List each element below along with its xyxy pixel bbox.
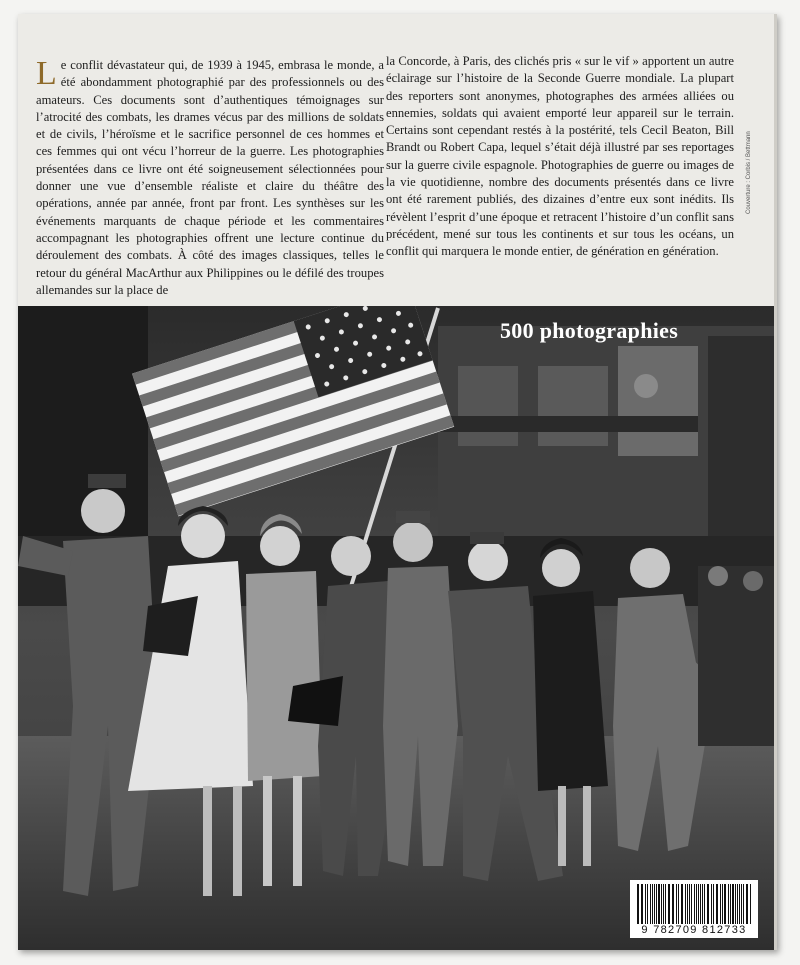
photo-credit: Couverture : Corbis / Bettmann xyxy=(746,131,752,214)
blurb-column-left xyxy=(36,57,384,299)
cover-photograph xyxy=(18,306,774,950)
blurb-text-left: e conflit dévastateur qui, de 1939 à 1945, embrasa le monde, a été abondamment photographié par des professionnels ou des amateurs. Ces documents sont d’authentiques témoignages sur l’atrocité des combats, les drames vécus par des millions de soldats et de civils, l’héroïsme et le sacrifice personnel de ces hommes et ces femmes qui ont vécu l’horreur de la guerre. Les photographies présentées dans ce livre ont été soigneusement sélectionnées pour donner une vue d’ensemble réaliste et claire du théâtre des opérations, année par année, front par front. Les synthèses sur les événements marquants de chaque période et les commentaires accompagnant les photographies offrent une lecture continue du déroulement des combats. À côté des images classiques, telles le retour du général MacArthur aux Philippines ou le défilé des troupes allemandes sur la place de xyxy=(36,58,384,297)
isbn-number: 9 782709 812733 xyxy=(641,924,747,936)
headline-500-photographies: 500 photographies xyxy=(500,318,679,343)
crowd-celebration-illustration xyxy=(18,306,774,950)
blurb-text-right: la Concorde, à Paris, des clichés pris « sur le vif » apportent un autre éclairage sur l’histoire de la Seconde Guerre mondiale. La plupart des reporters sont anonymes, photographes des armées alliées ou ennemies, soldats qui avaient emporté leur appareil sur le terrain. Certains sont cependant restés à la postérité, tels Cecil Beaton, Bill Brandt ou Robert Capa, lequel s’était déjà illustré par ses reportages sur la guerre civile espagnole. Photographies de guerre ou images de la vie quotidienne, nombre des documents présentés dans ce livre ont été rarement publiés, des dizaines d’entre eux sont inédits. Ils révèlent l’esprit d’une époque et retracent l’histoire d’un conflit sans précédent, mené sur tous les continents et sur tous les océans, un conflit qui marquera le monde entier, de génération en génération. xyxy=(386,54,734,259)
drop-cap: L xyxy=(36,55,57,92)
isbn-barcode xyxy=(630,880,758,938)
book-back-cover xyxy=(18,14,777,950)
barcode-bars xyxy=(637,884,751,924)
blurb-panel xyxy=(18,14,774,306)
blurb-column-right xyxy=(386,53,734,261)
